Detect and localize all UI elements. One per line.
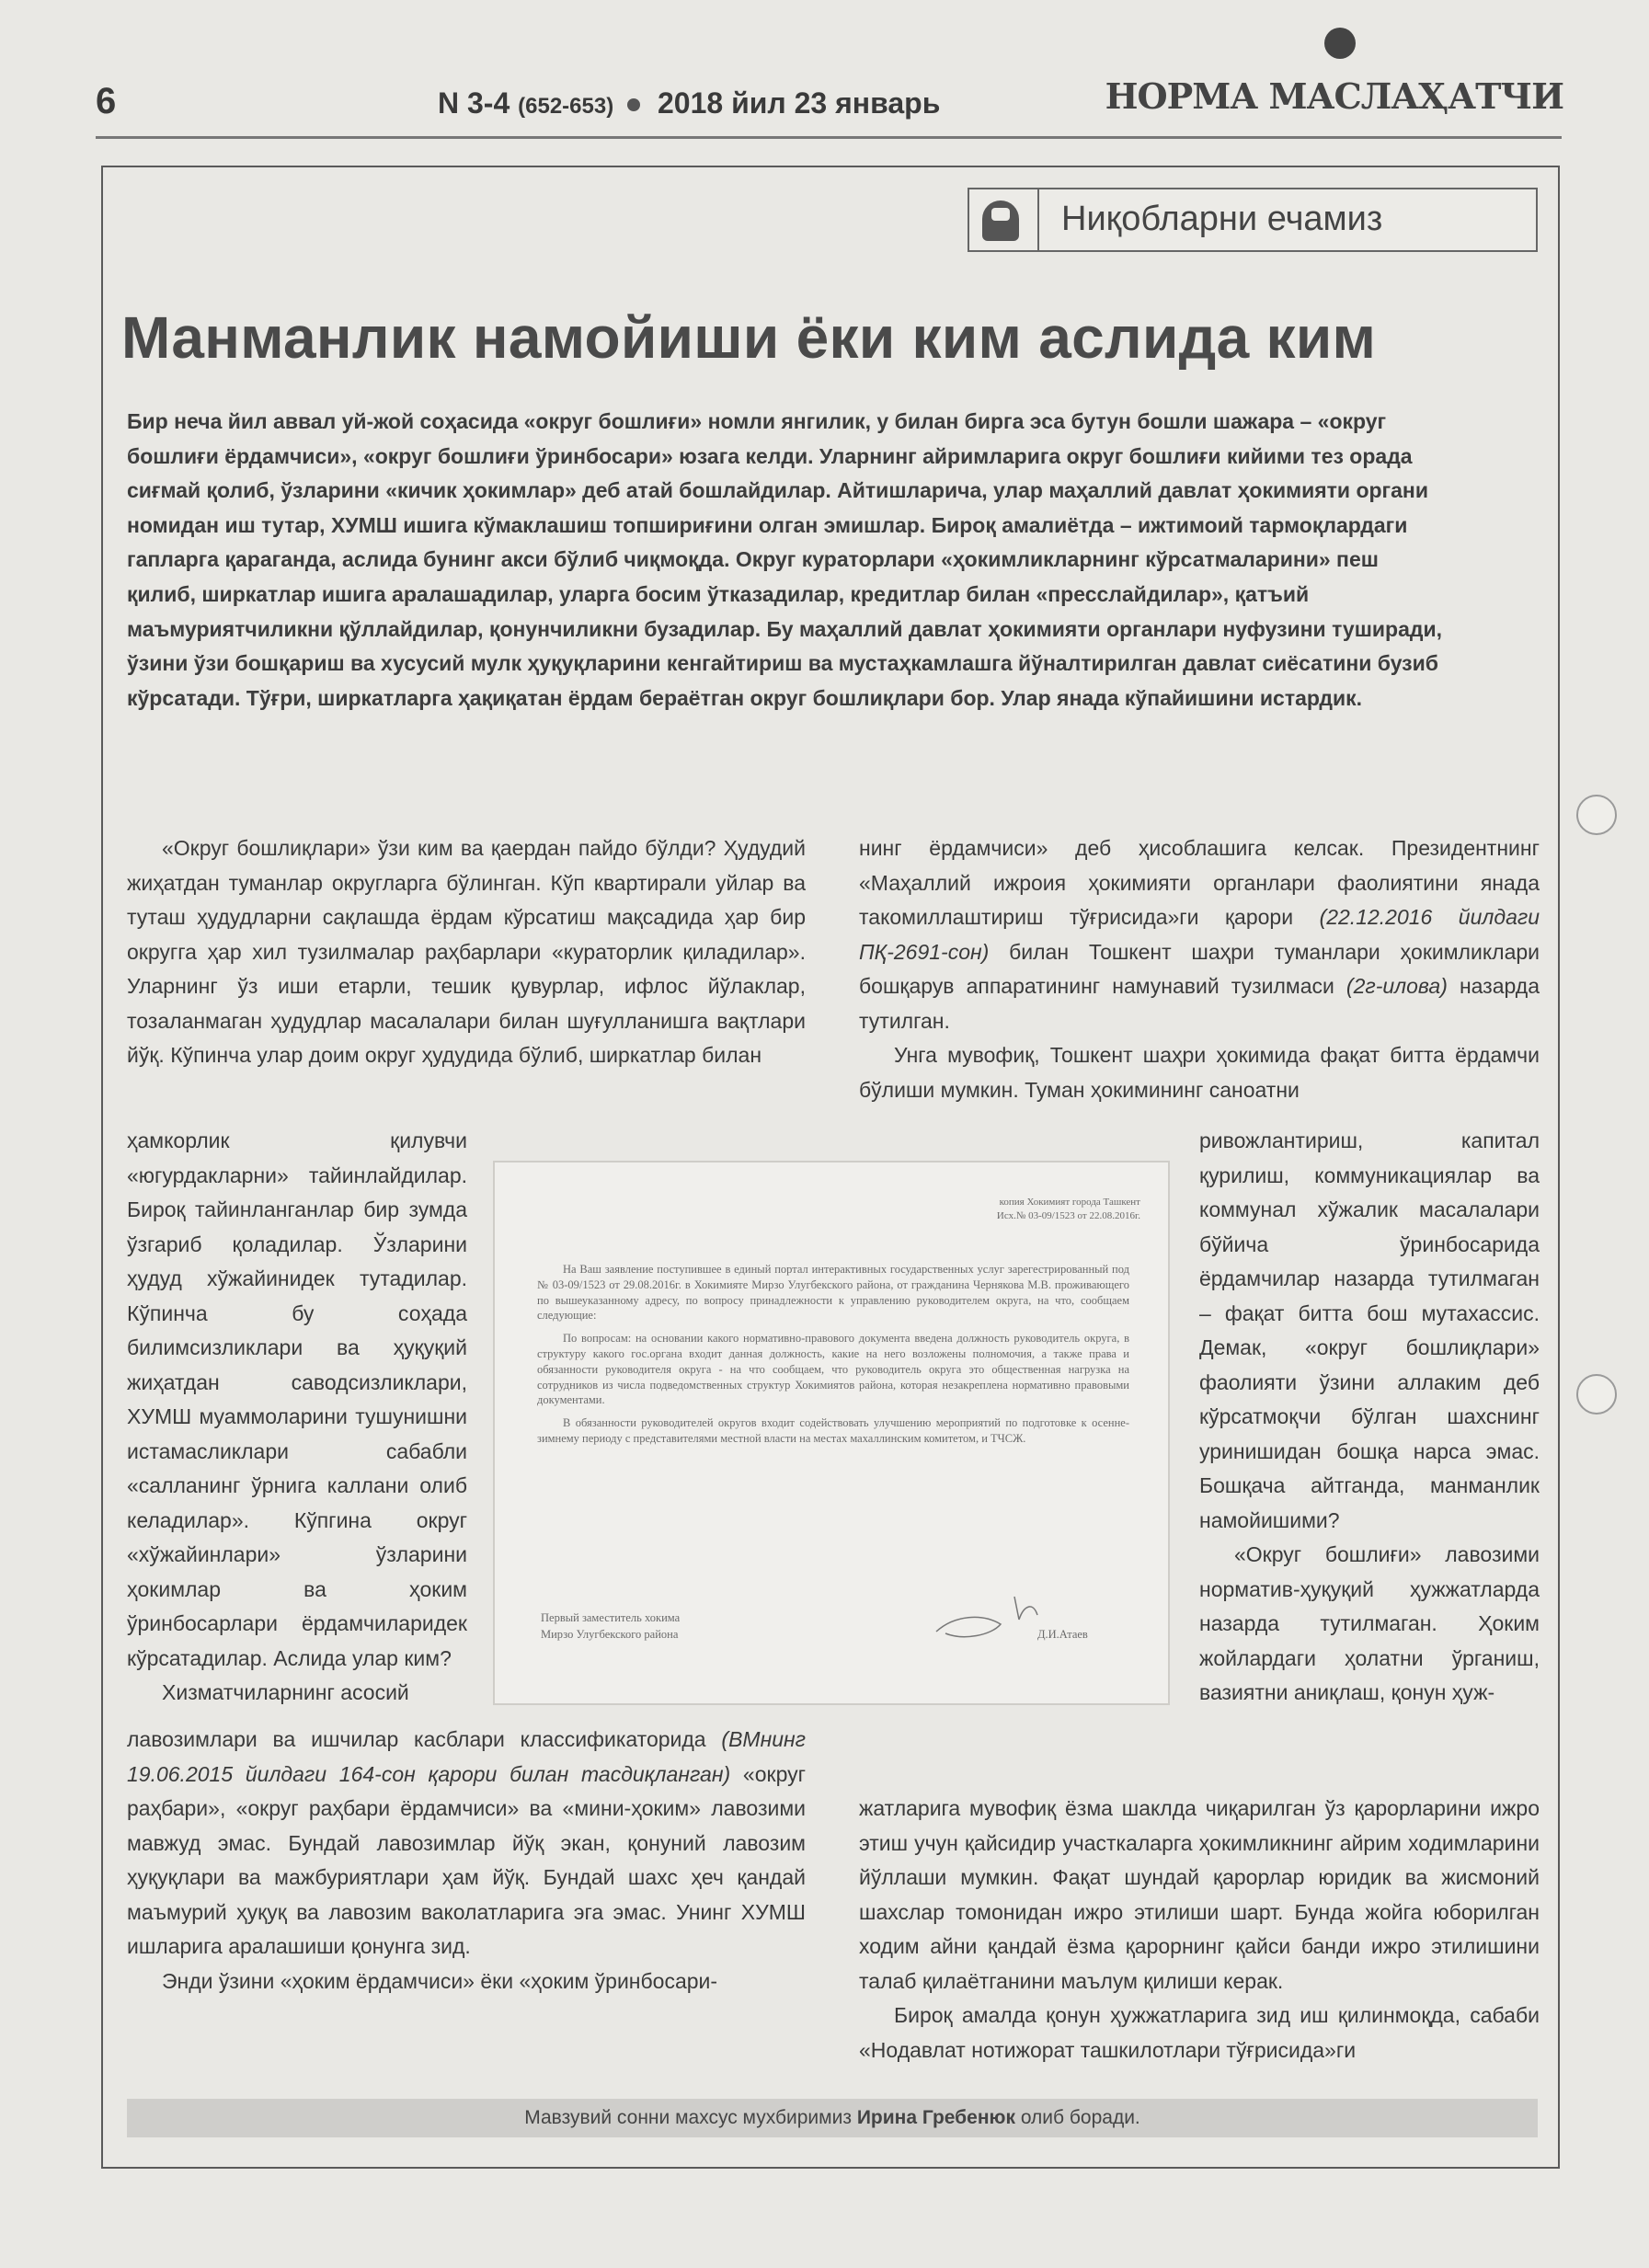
right-column-bottom bbox=[859, 1792, 1540, 2068]
document-header-line: копия Хокимият города Ташкент bbox=[999, 1197, 1140, 1208]
paragraph: жатларига мувофиқ ёзма шаклда чиқарилган ўз қарорларини ижро этиш учун қайсидир участкаларга ҳокимликнинг айрим ходимларини йўллаши мумкин. Фақат шундай қарорлар юридик ва жисмоний шахслар томонидан ижро этилиши шарт. Бунда жойга юборилган ходим айни қандай ёзма қарорнинг қайси банди ижро этилишини талаб қилаётганини маълум қилиши керак. bbox=[859, 1796, 1540, 1993]
signatory-line: Мирзо Улугбекского района bbox=[541, 1628, 679, 1641]
brand-dot-icon bbox=[1324, 28, 1356, 59]
punch-hole bbox=[1576, 795, 1617, 835]
paragraph: «Округ бошлиқлари» ўзи ким ва қаердан пайдо бўлди? Ҳудудий жиҳатдан туманлар округларга бўлинган. Кўп квартирали уйлар ва туташ ҳудудларни сақлашда ёрдам кўрсатиш мақсадида ҳар бир округга ҳар хил тузилмалар раҳбарлари «кураторлик қиладилар». Уларнинг ўз иши етарли, тешик қувурлар, ифлос йўлаклар, тозаланмаган ҳудудлар масалалари билан шуғулланишга вақтлари йўқ. Кўпинча улар доим округ ҳудудида бўлиб, ширкатлар билан bbox=[127, 836, 806, 1067]
text-span: назарда тутилган. bbox=[859, 974, 1540, 1033]
paragraph: ривожлантириш, капитал қурилиш, коммуникациялар ва коммунал хўжалик масалалари бўйича ўринбосарида ёрдамчилар назарда тутилмаган – фақат битта бош мутахассис. Демак, «округ бошлиқлари» фаолияти ўзини аллаким деб кўрсатмоқчи бўлган шахснинг уринишидан бошқа нарса эмас. Бошқача айтганда, манманлик намойишими? bbox=[1199, 1128, 1540, 1532]
right-column-wrap bbox=[1199, 1124, 1540, 1711]
rubric-box bbox=[968, 188, 1538, 252]
right-column-top bbox=[859, 831, 1540, 1107]
document-header-line: Исх.№ 03-09/1523 от 22.08.2016г. bbox=[996, 1210, 1140, 1221]
paragraph: «Округ бошлиғи» лавозими норматив-ҳуқуқий ҳужжатларда назарда тутилмаган. Ҳоким жойлардаги ҳолатни ўрганиш, вазиятни аниқлаш, қонун ҳуж- bbox=[1199, 1542, 1540, 1704]
detective-icon bbox=[982, 200, 1019, 241]
paragraph: Энди ўзини «ҳоким ёрдамчиси» ёки «ҳоким ўринбосари- bbox=[162, 1968, 718, 1993]
italic-reference: (ВМнинг 19.06.2015 йилдаги 164-сон қарори билан тасдиқланган) bbox=[127, 1727, 807, 1786]
text-span: билан Тошкент шаҳри туманлари ҳокимликлари бошқарув аппаратининг намунавий тузилмаси bbox=[859, 939, 1540, 998]
article-lead: Бир неча йил аввал уй-жой соҳасида «округ бошлиғи» номли янгилик, у билан бирга эса бутун бошли шажара – «округ бошлиғи ёрдамчиси», «округ бошлиғи ўринбосари» юзага келди. Уларнинг айримларига округ бошлиғи кийими тез орада сиғмай қолиб, ўзларини «кичик ҳокимлар» деб атай бошлайдилар. Айтишларича, улар маҳаллий давлат ҳокимияти органи номидан иш тутар, ХУМШ ишига кўмаклашиш топшириғини олган эмишлар. Бироқ амалиётда – ижтимоий тармоқлардаги гапларга қараганда, аслида бунинг акси бўлиб чиқмоқда. Округ кураторлари «ҳокимликларнинг кўрсатмаларини» пеш қилиб, ширкатлар ишига аралашадилар, уларга босим ўтказадилар, кредитлар билан «пресслайдилар», қатъий маъмуриятчиликни қўллайдилар, қонунчиликни бузадилар. Бу маҳаллий давлат ҳокимияти органлари нуфузини туширади, ўзини ўзи бошқариш ва хусусий мулк ҳуқуқларини кенгайтириш ва мустаҳкамлашга йўналтирилган давлат сиёсатини бузиб кўрсатади. Тўғри, ширкатларга ҳақиқатан ёрдам бераётган округ бошлиқлари бор. Улар янада кўпайишини истардик. bbox=[127, 409, 1442, 710]
document-signatory bbox=[541, 1609, 680, 1643]
signatory-line: Первый заместитель хокима bbox=[541, 1611, 681, 1624]
page-number: 6 bbox=[96, 81, 117, 121]
signature-icon bbox=[927, 1587, 1047, 1643]
rubric-label: Ниқобларни ечамиз bbox=[1061, 200, 1383, 238]
brand-title: НОРМА МАСЛАҲАТЧИ bbox=[1105, 75, 1563, 117]
bullet-icon bbox=[627, 98, 640, 111]
page-header bbox=[96, 72, 1563, 136]
paragraph bbox=[859, 831, 1540, 1038]
issue-sub-number: (652-653) bbox=[518, 94, 614, 119]
italic-reference: (2г-илова) bbox=[1346, 974, 1448, 998]
issue-number: N 3-4 bbox=[438, 86, 510, 120]
issue-date: 2018 йил 23 январь bbox=[657, 86, 941, 120]
footer-text: Мавзувий сонни махсус мухбиримиз bbox=[524, 2107, 852, 2128]
scanned-document bbox=[493, 1161, 1170, 1705]
paragraph: Хизматчиларнинг асосий bbox=[162, 1680, 409, 1704]
left-column-top bbox=[127, 831, 806, 1073]
rubric-divider bbox=[1037, 189, 1039, 250]
document-paragraph: На Ваш заявление поступившее в единый портал интерактивных государственных услуг зарегестрированный под № 03-09/1523 от 29.08.2016г. в Хокимияте Мирзо Улугбекского района, от гражданина Чернякова М.В. проживающего по вышеуказанному адресу, по вопросу принадлежности к управлению руководителем округа, на что, сообщаем следующие: bbox=[537, 1263, 1129, 1323]
text-span: нинг ёрдамчиси» деб ҳисоблашига келсак. Президентнинг «Маҳаллий ижроия ҳокимияти органлари фаолиятини янада такомиллаштириш тўғрисида»ги қарори bbox=[859, 836, 1540, 929]
paragraph: Унга мувофиқ, Тошкент шаҳри ҳокимида фақат битта ёрдамчи бўлиши мумкин. Туман ҳокимининг саноатни bbox=[859, 1043, 1540, 1102]
left-column-bottom bbox=[127, 1723, 806, 1999]
document-body bbox=[537, 1262, 1129, 1447]
italic-reference: (22.12.2016 йилдаги ПҚ-2691-сон) bbox=[859, 905, 1540, 964]
footer-bar bbox=[127, 2099, 1538, 2137]
footer-credit bbox=[127, 2107, 1538, 2129]
footer-text: олиб боради. bbox=[1020, 2107, 1140, 2128]
footer-author: Ирина Гребенюк bbox=[856, 2107, 1015, 2128]
text-span: лавозимлари ва ишчилар касблари классификаторида bbox=[127, 1727, 706, 1751]
document-paragraph: По вопросам: на основании какого нормативно-правового документа введена должность руководитель округа, в структуру какого гос.органа входит данная должность, какие на него возложены полномочия, а также права и обязанности руководителя округа - на что сообщаем, что руководитель округа это общественная нагрузка на сотрудников из числа подведомственных структур Хокимиятов района, которая незакреплена нормативно правовыми документами. bbox=[537, 1332, 1129, 1407]
document-paragraph: В обязанности руководителей округов входит содействовать улучшению мероприятий по подготовке к осенне-зимнему периоду с представителями местной власти на местах махаллинским комитетом, и ТЧСЖ. bbox=[537, 1416, 1129, 1445]
paragraph: ҳамкорлик қилувчи «югурдакларни» тайинлайдилар. Бироқ тайинланганлар бир зумда ўзгариб қоладилар. Ўзларини ҳудуд хўжайинидек тутадилар. Кўпинча бу соҳада билимсизликлари ва ҳуқуқий жиҳатдан саводсизликлари, ХУМШ муаммоларини тушунишни истамасликлари сабабли «салланинг ўрнига каллани олиб келадилар». Кўпгина округ «хўжайинлари» ўзларини ҳокимлар ва ҳоким ўринбосарлари ёрдамчиларидек кўрсатадилар. Аслида улар ким? bbox=[127, 1128, 467, 1670]
left-column-wrap bbox=[127, 1124, 467, 1711]
document-header bbox=[997, 1196, 1140, 1223]
article-headline: Манманлик намойиши ёки ким аслида ким bbox=[121, 304, 1377, 371]
paragraph bbox=[127, 1723, 806, 1964]
header-rule bbox=[96, 136, 1562, 139]
text-span: «округ раҳбари», «округ раҳбари ёрдамчиси» ва «мини-ҳоким» лавозими мавжуд эмас. Бундай лавозимлар йўқ экан, қонуний лавозим ҳуқуқлари ва мажбуриятлари ҳам йўқ. Бундай шахс ҳеч қандай маъмурий ҳуқуқ ва лавозим ваколатларига эга эмас. Унинг ХУМШ ишларига аралашиши қонунга зид. bbox=[127, 1761, 806, 1958]
issue-info bbox=[438, 86, 940, 120]
document-signer-name: Д.И.Атаев bbox=[1037, 1628, 1088, 1641]
paragraph: Бироқ амалда қонун ҳужжатларига зид иш қилинмоқда, сабаби «Нодавлат нотижорат ташкилотлари тўғрисида»ги bbox=[859, 2003, 1540, 2062]
punch-hole bbox=[1576, 1374, 1617, 1415]
